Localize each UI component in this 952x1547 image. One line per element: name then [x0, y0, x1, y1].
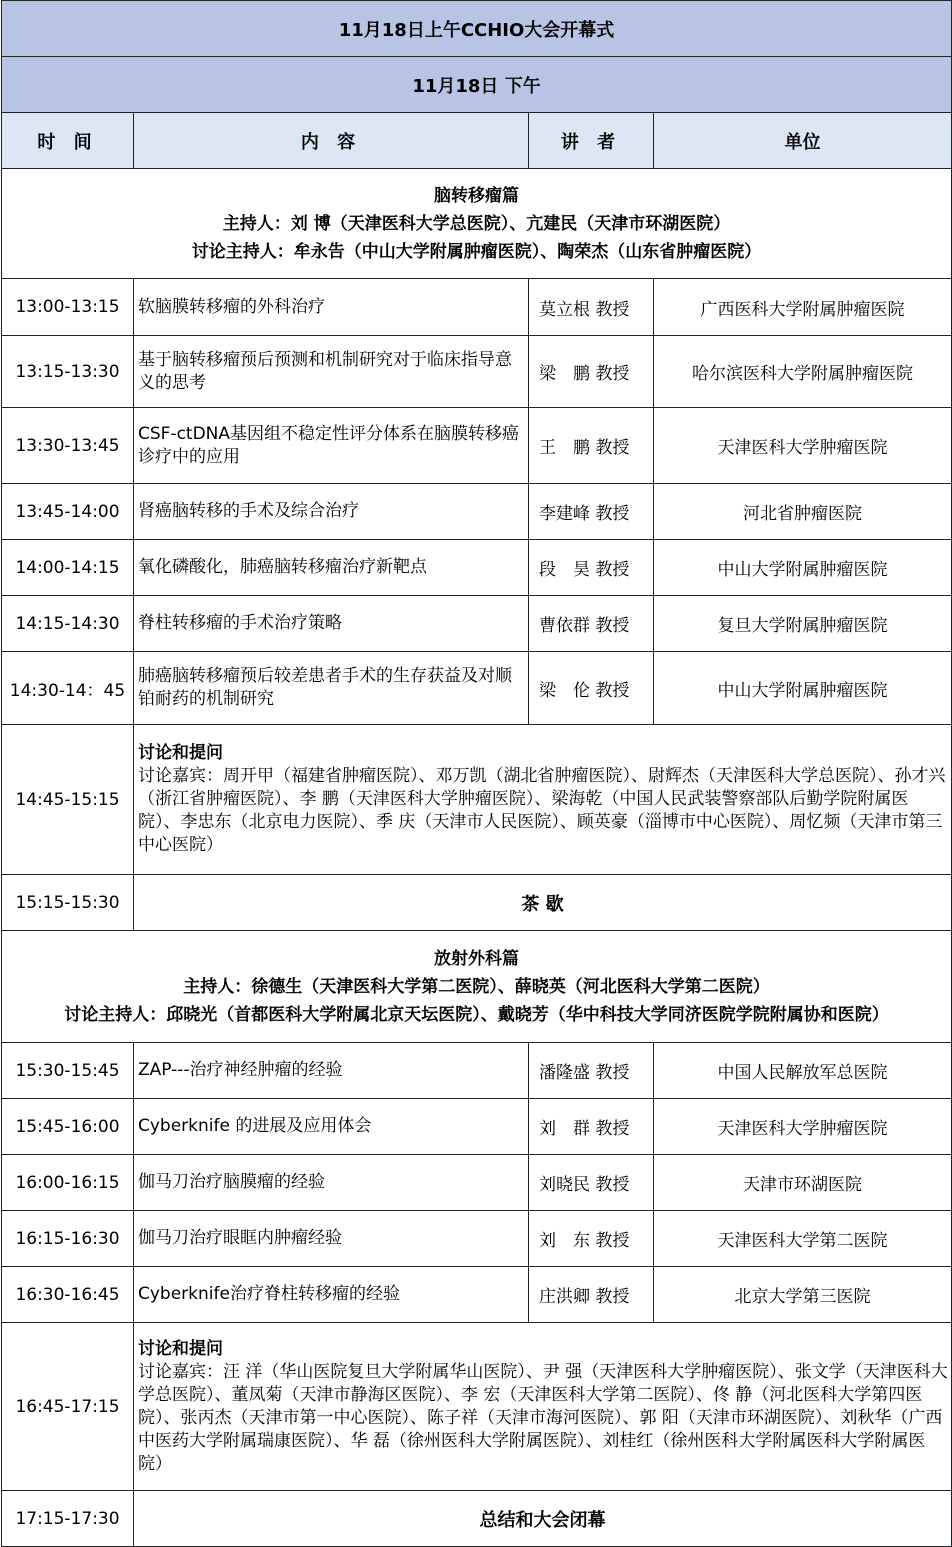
time-cell: 16:15-16:30 — [2, 1211, 134, 1267]
section-name: 放射外科篇 — [434, 948, 520, 969]
time-cell: 16:00-16:15 — [2, 1155, 134, 1211]
content-cell: 伽马刀治疗脑膜瘤的经验 — [134, 1155, 529, 1211]
unit-cell: 天津医科大学第二医院 — [654, 1211, 952, 1267]
content-cell: 肾癌脑转移的手术及综合治疗 — [134, 484, 529, 540]
speaker-cell: 王 鹏 教授 — [529, 408, 654, 484]
table-row — [2, 1099, 952, 1155]
discussion-row — [2, 725, 952, 875]
table-row — [2, 1267, 952, 1323]
column-header-content: 内 容 — [134, 113, 529, 169]
discussion-cell — [134, 1323, 952, 1491]
content-cell: 氧化磷酸化，肺癌脑转移瘤治疗新靶点 — [134, 540, 529, 596]
schedule-table — [1, 0, 952, 1547]
closing-row — [2, 1491, 952, 1547]
session-subtitle: 11月18日 下午 — [2, 57, 952, 113]
time-cell: 16:45-17:15 — [2, 1323, 134, 1491]
speaker-cell: 段 昊 教授 — [529, 540, 654, 596]
unit-cell: 天津医科大学肿瘤医院 — [654, 1099, 952, 1155]
speaker-cell: 潘隆盛 教授 — [529, 1043, 654, 1099]
table-row — [2, 408, 952, 484]
discussion-title: 讨论和提问 — [138, 743, 223, 763]
discussion-title: 讨论和提问 — [138, 1338, 223, 1359]
table-row — [2, 1211, 952, 1267]
table-row — [2, 540, 952, 596]
time-cell: 13:00-13:15 — [2, 279, 134, 336]
table-row — [2, 336, 952, 408]
speaker-cell: 莫立根 教授 — [529, 279, 654, 336]
tea-break-label: 茶 歇 — [134, 875, 952, 931]
content-cell: 肺癌脑转移瘤预后较差患者手术的生存获益及对顺铂耐药的机制研究 — [134, 652, 529, 725]
discussion-guests: 讨论嘉宾：汪 洋（华山医院复旦大学附属华山医院）、尹 强（天津医科大学肿瘤医院）、张文学（天津医科大学总医院）、董凤菊（天津市静海区医院）、李 宏（天津医科大学第二医院）、佟 静（河北医科大学第四医院）、张丙杰（天津市第一中心医院）、陈子祥（天津市海河医院）、郭 阳（天津市环湖医院）、刘秋华（广西中医药大学附属瑞康医院）、华 磊（徐州医科大学附属医院）、刘桂红（徐州医科大学附属医科大学附属医院） — [138, 1361, 948, 1474]
unit-cell: 中山大学附属肿瘤医院 — [654, 540, 952, 596]
content-cell: 伽马刀治疗眼眶内肿瘤经验 — [134, 1211, 529, 1267]
speaker-cell: 庄洪卿 教授 — [529, 1267, 654, 1323]
time-cell: 14:15-14:30 — [2, 596, 134, 652]
time-cell: 13:30-13:45 — [2, 408, 134, 484]
speaker-cell: 刘晓民 教授 — [529, 1155, 654, 1211]
speaker-cell: 刘 群 教授 — [529, 1099, 654, 1155]
unit-cell: 广西医科大学附属肿瘤医院 — [654, 279, 952, 336]
speaker-cell: 李建峰 教授 — [529, 484, 654, 540]
section-header-radiosurgery — [2, 931, 952, 1043]
content-cell: 软脑膜转移瘤的外科治疗 — [134, 279, 529, 336]
time-cell: 16:30-16:45 — [2, 1267, 134, 1323]
time-cell: 15:15-15:30 — [2, 875, 134, 931]
unit-cell: 中山大学附属肿瘤医院 — [654, 652, 952, 725]
unit-cell: 复旦大学附属肿瘤医院 — [654, 596, 952, 652]
content-cell: 基于脑转移瘤预后预测和机制研究对于临床指导意义的思考 — [134, 336, 529, 408]
discussion-row — [2, 1323, 952, 1491]
content-cell: ZAP---治疗神经肿瘤的经验 — [134, 1043, 529, 1099]
column-header-speaker: 讲 者 — [529, 113, 654, 169]
section-discussion-hosts: 讨论主持人：邱晓光（首都医科大学附属北京天坛医院）、戴晓芳（华中科技大学同济医院学院附属协和医院） — [64, 1004, 889, 1025]
speaker-cell: 梁 鹏 教授 — [529, 336, 654, 408]
speaker-cell: 曹依群 教授 — [529, 596, 654, 652]
unit-cell: 天津市环湖医院 — [654, 1155, 952, 1211]
time-cell: 17:15-17:30 — [2, 1491, 134, 1547]
break-row — [2, 875, 952, 931]
page-title: 11月18日上午CCHIO大会开幕式 — [2, 1, 952, 57]
table-row — [2, 279, 952, 336]
table-row — [2, 484, 952, 540]
time-cell: 14:45-15:15 — [2, 725, 134, 875]
unit-cell: 中国人民解放军总医院 — [654, 1043, 952, 1099]
time-cell: 15:45-16:00 — [2, 1099, 134, 1155]
unit-cell: 哈尔滨医科大学附属肿瘤医院 — [654, 336, 952, 408]
time-cell: 14:30-14：45 — [2, 652, 134, 725]
table-row — [2, 596, 952, 652]
time-cell: 15:30-15:45 — [2, 1043, 134, 1099]
content-cell: Cyberknife治疗脊柱转移瘤的经验 — [134, 1267, 529, 1323]
section-discussion-hosts: 讨论主持人：牟永告（中山大学附属肿瘤医院）、陶荣杰（山东省肿瘤医院） — [191, 241, 762, 262]
content-cell: CSF-ctDNA基因组不稳定性评分体系在脑膜转移癌诊疗中的应用 — [134, 408, 529, 484]
content-cell: 脊柱转移瘤的手术治疗策略 — [134, 596, 529, 652]
closing-label: 总结和大会闭幕 — [134, 1491, 952, 1547]
column-header-time: 时 间 — [2, 113, 134, 169]
time-cell: 13:45-14:00 — [2, 484, 134, 540]
column-header-unit: 单位 — [654, 113, 952, 169]
speaker-cell: 梁 伦 教授 — [529, 652, 654, 725]
discussion-guests: 讨论嘉宾：周开甲（福建省肿瘤医院）、邓万凯（湖北省肿瘤医院）、尉辉杰（天津医科大学总医院）、孙才兴（浙江省肿瘤医院）、李 鹏（天津医科大学肿瘤医院）、梁海乾（中国人民武装警察部队后勤学院附属医院）、李忠东（北京电力医院）、季 庆（天津市人民医院）、顾英豪（淄博市中心医院）、周忆频（天津市第三中心医院） — [138, 766, 946, 855]
section-hosts: 主持人：刘 博（天津医科大学总医院）、亢建民（天津市环湖医院） — [222, 213, 731, 234]
unit-cell: 河北省肿瘤医院 — [654, 484, 952, 540]
speaker-cell: 刘 东 教授 — [529, 1211, 654, 1267]
unit-cell: 天津医科大学肿瘤医院 — [654, 408, 952, 484]
table-row — [2, 1043, 952, 1099]
section-header-brain-metastasis — [2, 169, 952, 279]
unit-cell: 北京大学第三医院 — [654, 1267, 952, 1323]
content-cell: Cyberknife 的进展及应用体会 — [134, 1099, 529, 1155]
table-row — [2, 652, 952, 725]
discussion-cell — [134, 725, 952, 875]
section-name: 脑转移瘤篇 — [434, 185, 520, 206]
time-cell: 14:00-14:15 — [2, 540, 134, 596]
section-hosts: 主持人：徐德生（天津医科大学第二医院）、薛晓英（河北医科大学第二医院） — [183, 976, 770, 997]
table-row — [2, 1155, 952, 1211]
time-cell: 13:15-13:30 — [2, 336, 134, 408]
